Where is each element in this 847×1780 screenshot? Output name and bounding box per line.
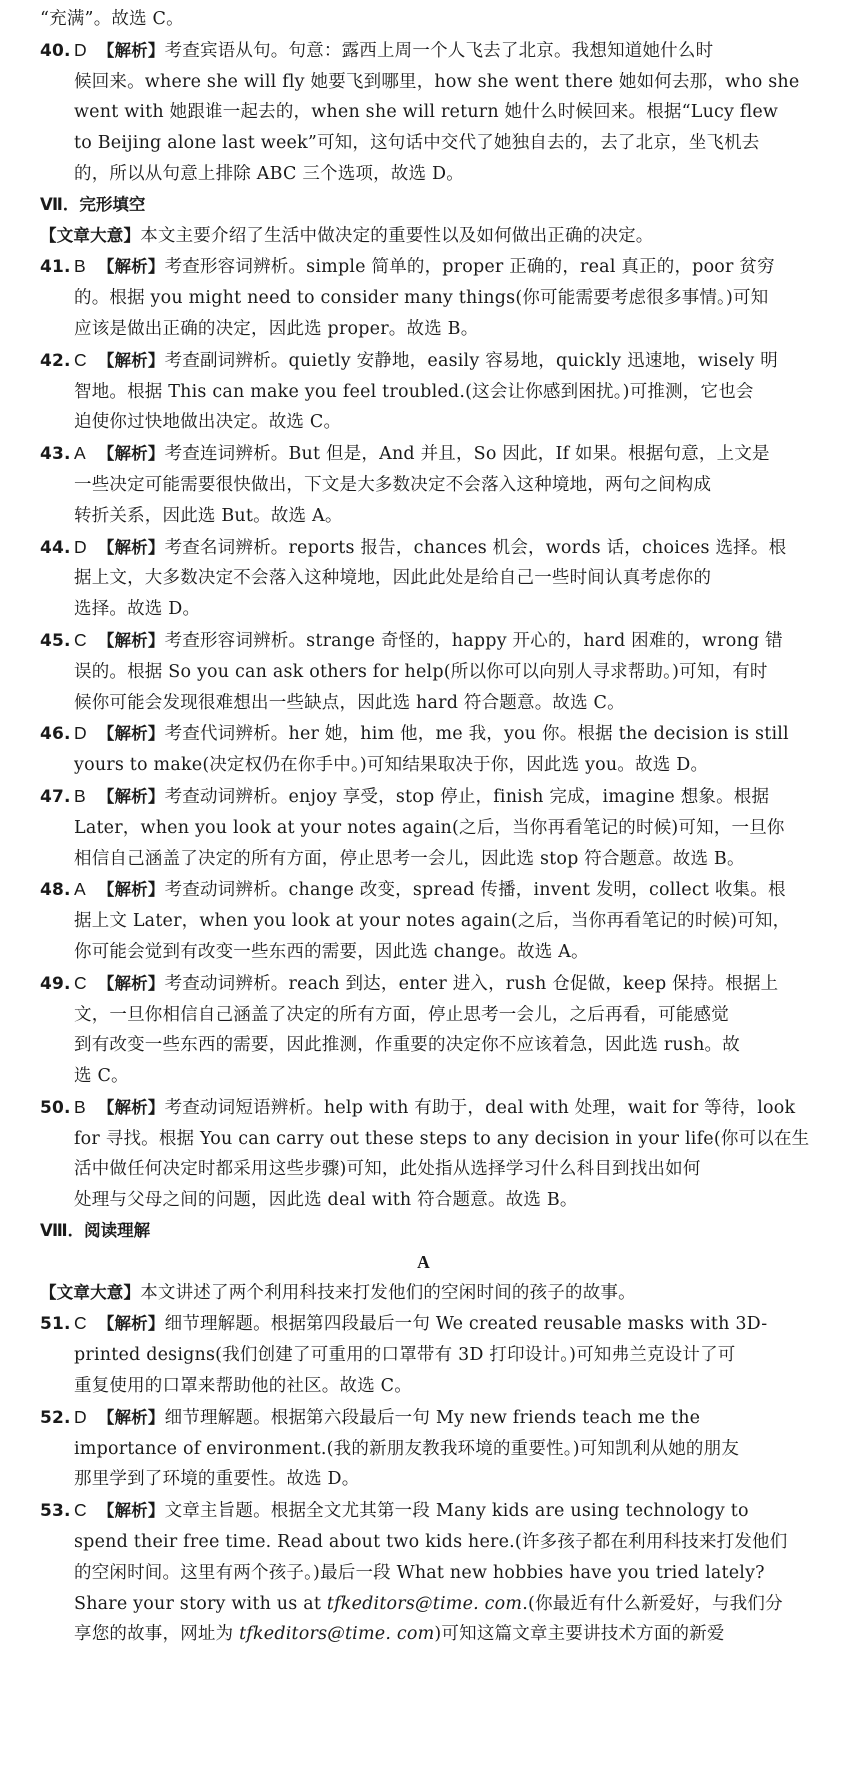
answer-letter: D — [74, 723, 87, 744]
answer-item-46 — [40, 718, 807, 781]
analysis-tag: 【解析】 — [97, 350, 165, 370]
editor-email: tfkeditors@time. com — [326, 1593, 523, 1614]
analysis-text: Later，when you look at your notes again(之后，当你再看笔记的时候)可知，一旦你 — [74, 817, 785, 838]
answer-letter: D — [74, 39, 87, 60]
article-summary — [40, 1278, 807, 1309]
answer-letter: C — [74, 629, 87, 650]
analysis-text: 候你可能会发现很难想出一些缺点，因此选 hard 符合题意。故选 C。 — [74, 692, 625, 713]
analysis-text: 考查连词辨析。But 但是，And 并且，So 因此，If 如果。根据句意，上文是 — [164, 444, 770, 465]
analysis-text: 据上文，大多数决定不会落入这种境地，因此此处是给自己一些时间认真考虑你的 — [74, 568, 712, 589]
analysis-text: importance of environment.(我的新朋友教我环境的重要性。)可知凯利从她的朋友 — [74, 1438, 740, 1459]
question-number: 41. — [40, 257, 71, 278]
analysis-tag: 【解析】 — [97, 1501, 165, 1521]
answer-item-53 — [40, 1495, 807, 1650]
answer-letter: B — [74, 1096, 86, 1117]
answer-item-44 — [40, 532, 807, 625]
analysis-text: 选择。故选 D。 — [74, 599, 201, 620]
analysis-text: 重复使用的口罩来帮助他的社区。故选 C。 — [74, 1376, 412, 1397]
analysis-tag: 【解析】 — [97, 724, 165, 744]
question-number: 49. — [40, 973, 71, 994]
answer-letter: B — [74, 256, 86, 277]
analysis-text: 活中做任何决定时都采用这些步骤)可知，此处指从选择学习什么科目到找出如何 — [74, 1159, 701, 1180]
section-heading-cloze: Ⅶ．完形填空 — [40, 194, 146, 214]
question-number: 45. — [40, 630, 71, 651]
analysis-text: 细节理解题。根据第六段最后一句 My new friends teach me the — [164, 1407, 701, 1428]
analysis-text: 考查名词辨析。reports 报告，chances 机会，words 话，choices 选择。根 — [164, 537, 787, 558]
question-number: 42. — [40, 350, 71, 371]
analysis-tag: 【解析】 — [97, 786, 165, 806]
question-number: 52. — [40, 1407, 71, 1428]
analysis-tag: 【解析】 — [97, 1314, 165, 1334]
question-number: 50. — [40, 1097, 71, 1118]
answer-letter: C — [74, 1313, 87, 1334]
analysis-text: 文，一旦你相信自己涵盖了决定的所有方面，停止思考一会儿，之后再看，可能感觉 — [74, 1004, 729, 1025]
analysis-tag: 【解析】 — [97, 1097, 165, 1117]
analysis-text: 考查形容词辨析。strange 奇怪的，happy 开心的，hard 困难的，wrong 错 — [164, 630, 783, 651]
analysis-text: went with 她跟谁一起去的，when she will return 她什么时候回来。根据“Lucy flew — [74, 102, 779, 123]
analysis-text: 那里学到了环境的重要性。故选 D。 — [74, 1469, 360, 1490]
answer-letter: A — [74, 443, 86, 464]
analysis-text: 考查动词辨析。reach 到达，enter 进入，rush 仓促做，keep 保持。根据上 — [164, 973, 779, 994]
question-number: 47. — [40, 786, 71, 807]
answer-item-49 — [40, 968, 807, 1092]
analysis-text: 转折关系，因此选 But。故选 A。 — [74, 505, 343, 526]
analysis-tag: 【解析】 — [97, 257, 165, 277]
answer-item-43 — [40, 438, 807, 531]
analysis-tag: 【解析】 — [97, 630, 165, 650]
analysis-text: )可知这篇文章主要讲技术方面的新爱 — [434, 1624, 725, 1645]
answer-item-47 — [40, 781, 807, 874]
question-number: 43. — [40, 444, 71, 465]
question-number: 51. — [40, 1314, 71, 1335]
question-number: 53. — [40, 1501, 71, 1522]
analysis-text: 处理与父母之间的问题，因此选 deal with 符合题意。故选 B。 — [74, 1190, 578, 1211]
analysis-text: for 寻找。根据 You can carry out these steps to any decision in your life(你可以在生 — [74, 1128, 810, 1149]
analysis-text: 考查动词辨析。enjoy 享受，stop 停止，finish 完成，imagine 想象。根据 — [164, 786, 770, 807]
analysis-text: 的，所以从句意上排除 ABC 三个选项，故选 D。 — [74, 163, 464, 184]
analysis-text: 智地。根据 This can make you feel troubled.(这会让你感到困扰。)可推测，它也会 — [74, 381, 754, 402]
question-number: 44. — [40, 537, 71, 558]
analysis-text: 相信自己涵盖了决定的所有方面，停止思考一会儿，因此选 stop 符合题意。故选 B。 — [74, 848, 745, 869]
analysis-text: 据上文 Later，when you look at your notes again(之后，当你再看笔记的时候)可知， — [74, 911, 791, 932]
analysis-text: 的。根据 you might need to consider many things(你可能需要考虑很多事情。)可知 — [74, 288, 769, 309]
analysis-tag: 【解析】 — [97, 40, 165, 60]
question-number: 46. — [40, 724, 71, 745]
analysis-text: 应该是做出正确的决定，因此选 proper。故选 B。 — [74, 318, 479, 339]
analysis-text: 到有改变一些东西的需要，因此推测，作重要的决定你不应该着急，因此选 rush。故 — [74, 1035, 740, 1056]
answer-item-41 — [40, 251, 807, 344]
answer-letter: D — [74, 1406, 87, 1427]
analysis-tag: 【解析】 — [97, 880, 165, 900]
answer-item-48 — [40, 874, 807, 967]
article-summary — [40, 221, 807, 252]
analysis-text — [40, 1619, 807, 1650]
editor-email: tfkeditors@time. com — [239, 1624, 435, 1645]
analysis-text: 考查动词短语辨析。help with 有助于，deal with 处理，wait for 等待，look — [164, 1097, 796, 1118]
analysis-text: printed designs(我们创建了可重用的口罩带有 3D 打印设计。)可知弗兰克设计了可 — [74, 1345, 736, 1366]
analysis-text: 你可能会觉到有改变一些东西的需要，因此选 change。故选 A。 — [74, 941, 589, 962]
answer-letter: C — [74, 972, 87, 993]
analysis-text: 考查形容词辨析。simple 简单的，proper 正确的，real 真正的，poor 贫穷 — [164, 257, 775, 278]
summary-tag: 【文章大意】 — [40, 1282, 141, 1302]
analysis-text: .(你最近有什么新爱好，与我们分 — [522, 1593, 783, 1614]
answer-letter: C — [74, 1500, 87, 1521]
question-number: 40. — [40, 40, 71, 61]
analysis-text: 的空闲时间。这里有两个孩子。)最后一段 What new hobbies have you tried lately? — [74, 1562, 765, 1583]
analysis-tag: 【解析】 — [97, 444, 165, 464]
analysis-text: 考查副词辨析。quietly 安静地，easily 容易地，quickly 迅速地，wisely 明 — [164, 350, 778, 371]
answer-item-40 — [40, 35, 807, 190]
answer-letter: B — [74, 785, 86, 806]
summary-text: 本文主要介绍了生活中做决定的重要性以及如何做出正确的决定。 — [140, 225, 654, 246]
section-heading-reading: Ⅷ．阅读理解 — [40, 1221, 151, 1241]
analysis-text: spend their free time. Read about two kids here.(许多孩子都在利用科技来打发他们 — [74, 1532, 788, 1553]
analysis-text: 考查代词辨析。her 她，him 他，me 我，you 你。根据 the decision is still — [164, 724, 789, 745]
analysis-text: 选 C。 — [74, 1066, 129, 1087]
analysis-text: 享您的故事，网址为 — [74, 1624, 240, 1645]
answer-item-51 — [40, 1308, 807, 1401]
analysis-text: 考查动词辨析。change 改变，spread 传播，invent 发明，collect 收集。根 — [164, 880, 786, 901]
analysis-text: 细节理解题。根据第四段最后一句 We created reusable masks with 3D- — [164, 1314, 768, 1335]
answer-item-52 — [40, 1402, 807, 1495]
analysis-text: 迫使你过快地做出决定。故选 C。 — [74, 412, 342, 433]
answer-item-50 — [40, 1092, 810, 1216]
answer-letter: A — [74, 879, 86, 900]
analysis-text — [40, 1589, 807, 1620]
summary-tag: 【文章大意】 — [40, 225, 141, 245]
answer-letter: D — [74, 536, 87, 557]
analysis-text: 文章主旨题。根据全文尤其第一段 Many kids are using technology to — [164, 1501, 749, 1522]
analysis-tag: 【解析】 — [97, 1407, 165, 1427]
answer-item-45 — [40, 625, 807, 718]
analysis-tag: 【解析】 — [97, 537, 165, 557]
analysis-text: 误的。根据 So you can ask others for help(所以你可以向别人寻求帮助。)可知，有时 — [74, 661, 768, 682]
summary-text: 本文讲述了两个利用科技来打发他们的空闲时间的孩子的故事。 — [140, 1282, 636, 1303]
analysis-tag: 【解析】 — [97, 973, 165, 993]
intro-line: “充满”。故选 C。 — [40, 9, 184, 29]
part-label: A — [417, 1251, 430, 1272]
analysis-text: 一些决定可能需要很快做出，下文是大多数决定不会落入这种境地，两句之间构成 — [74, 474, 712, 495]
analysis-text: Share your story with us at — [74, 1593, 327, 1614]
answer-item-42 — [40, 345, 807, 438]
answer-letter: C — [74, 349, 87, 370]
analysis-text: to Beijing alone last week”可知，这句话中交代了她独自去的，去了北京，坐飞机去 — [74, 133, 760, 154]
question-number: 48. — [40, 880, 71, 901]
analysis-text: 考查宾语从句。句意：露西上周一个人飞去了北京。我想知道她什么时 — [164, 40, 714, 61]
analysis-text: 候回来。where she will fly 她要飞到哪里，how she went there 她如何去那，who she — [74, 71, 800, 92]
analysis-text: yours to make(决定权仍在你手中。)可知结果取决于你，因此选 you。故选 D。 — [74, 755, 709, 776]
